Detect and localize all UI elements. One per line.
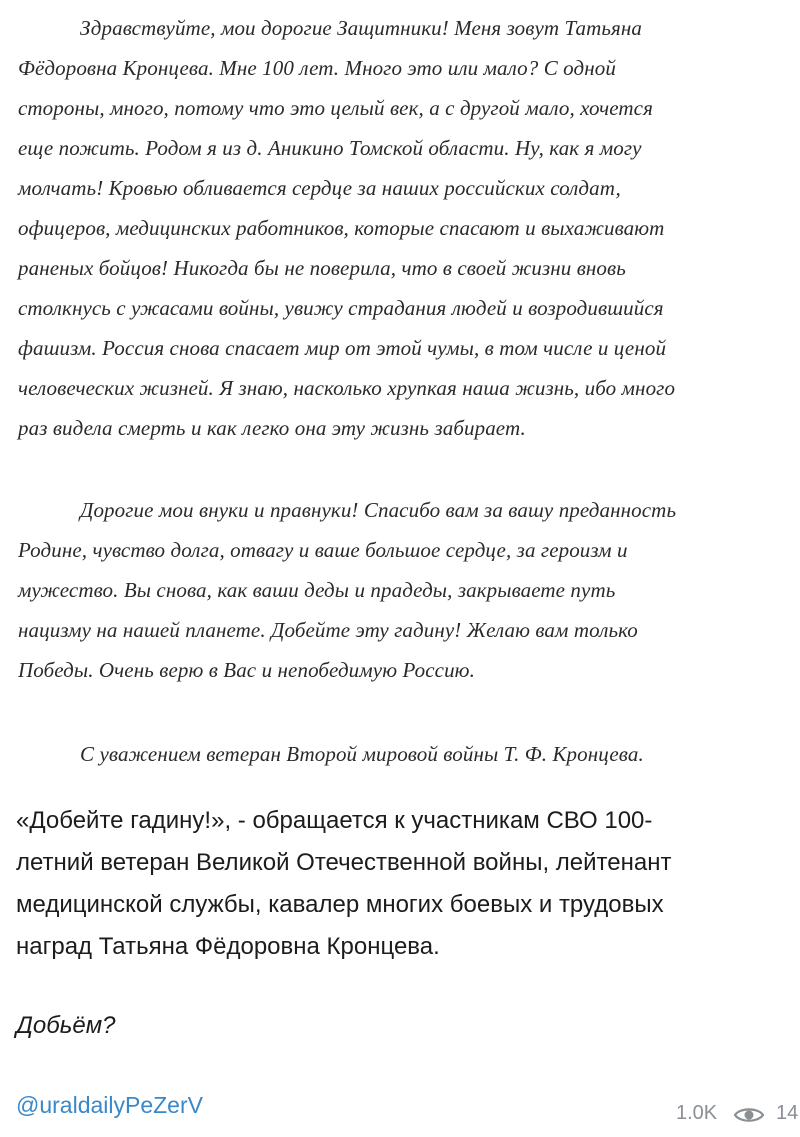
letter-line: еще пожить. Родом я из д. Аникино Томской области. Ну, как я могу xyxy=(18,136,642,160)
letter-line: стороны, много, потому что это целый век, а с другой мало, хочется xyxy=(18,96,653,120)
letter-line: нацизму на нашей планете. Добейте эту гадину! Желаю вам только xyxy=(18,618,638,642)
eye-icon xyxy=(734,1106,764,1129)
extra-count: 14 xyxy=(776,1102,799,1124)
letter-line: Дорогие мои внуки и правнуки! Спасибо вам за вашу преданность xyxy=(80,498,677,522)
letter-line: Родине, чувство долга, отвагу и ваше большое сердце, за героизм и xyxy=(18,538,628,562)
message-question: Добьём? xyxy=(16,1012,116,1039)
letter-line: фашизм. Россия снова спасает мир от этой чумы, в том числе и ценой xyxy=(18,336,667,360)
channel-link[interactable]: @uraldailyPeZerV xyxy=(16,1092,203,1118)
message-text xyxy=(16,800,786,968)
view-count: 1.0K xyxy=(676,1102,718,1124)
letter-line: раз видела смерть и как легко она эту жизнь забирает. xyxy=(18,416,526,440)
letter-line: мужество. Вы снова, как ваши деды и прадеды, закрываете путь xyxy=(18,578,616,602)
letter-line: Победы. Очень верю в Вас и непобедимую Россию. xyxy=(18,658,475,682)
letter-line: человеческих жизней. Я знаю, насколько хрупкая наша жизнь, ибо много xyxy=(18,376,676,400)
message-line: летний ветеран Великой Отечественной войны, лейтенант xyxy=(16,849,672,876)
message-footer xyxy=(0,1080,800,1137)
letter-line: офицеров, медицинских работников, которые спасают и выхаживают xyxy=(18,216,665,240)
letter-line: раненых бойцов! Никогда бы не поверила, что в своей жизни вновь xyxy=(18,256,626,280)
message-line: наград Татьяна Фёдоровна Кронцева. xyxy=(16,933,440,960)
message-line: медицинской службы, кавалер многих боевых и трудовых xyxy=(16,891,664,918)
letter-signature: С уважением ветеран Второй мировой войны Т. Ф. Кронцева. xyxy=(80,742,644,766)
letter-line: молчать! Кровью обливается сердце за наших российских солдат, xyxy=(18,176,621,200)
letter-line: столкнусь с ужасами войны, увижу страдания людей и возродившийся xyxy=(18,296,664,320)
letter-line: Здравствуйте, мои дорогие Защитники! Меня зовут Татьяна xyxy=(80,16,643,40)
letter-line: Фёдоровна Кронцева. Мне 100 лет. Много это или мало? С одной xyxy=(18,56,616,80)
message-line: «Добейте гадину!», - обращается к участникам СВО 100- xyxy=(16,807,653,834)
